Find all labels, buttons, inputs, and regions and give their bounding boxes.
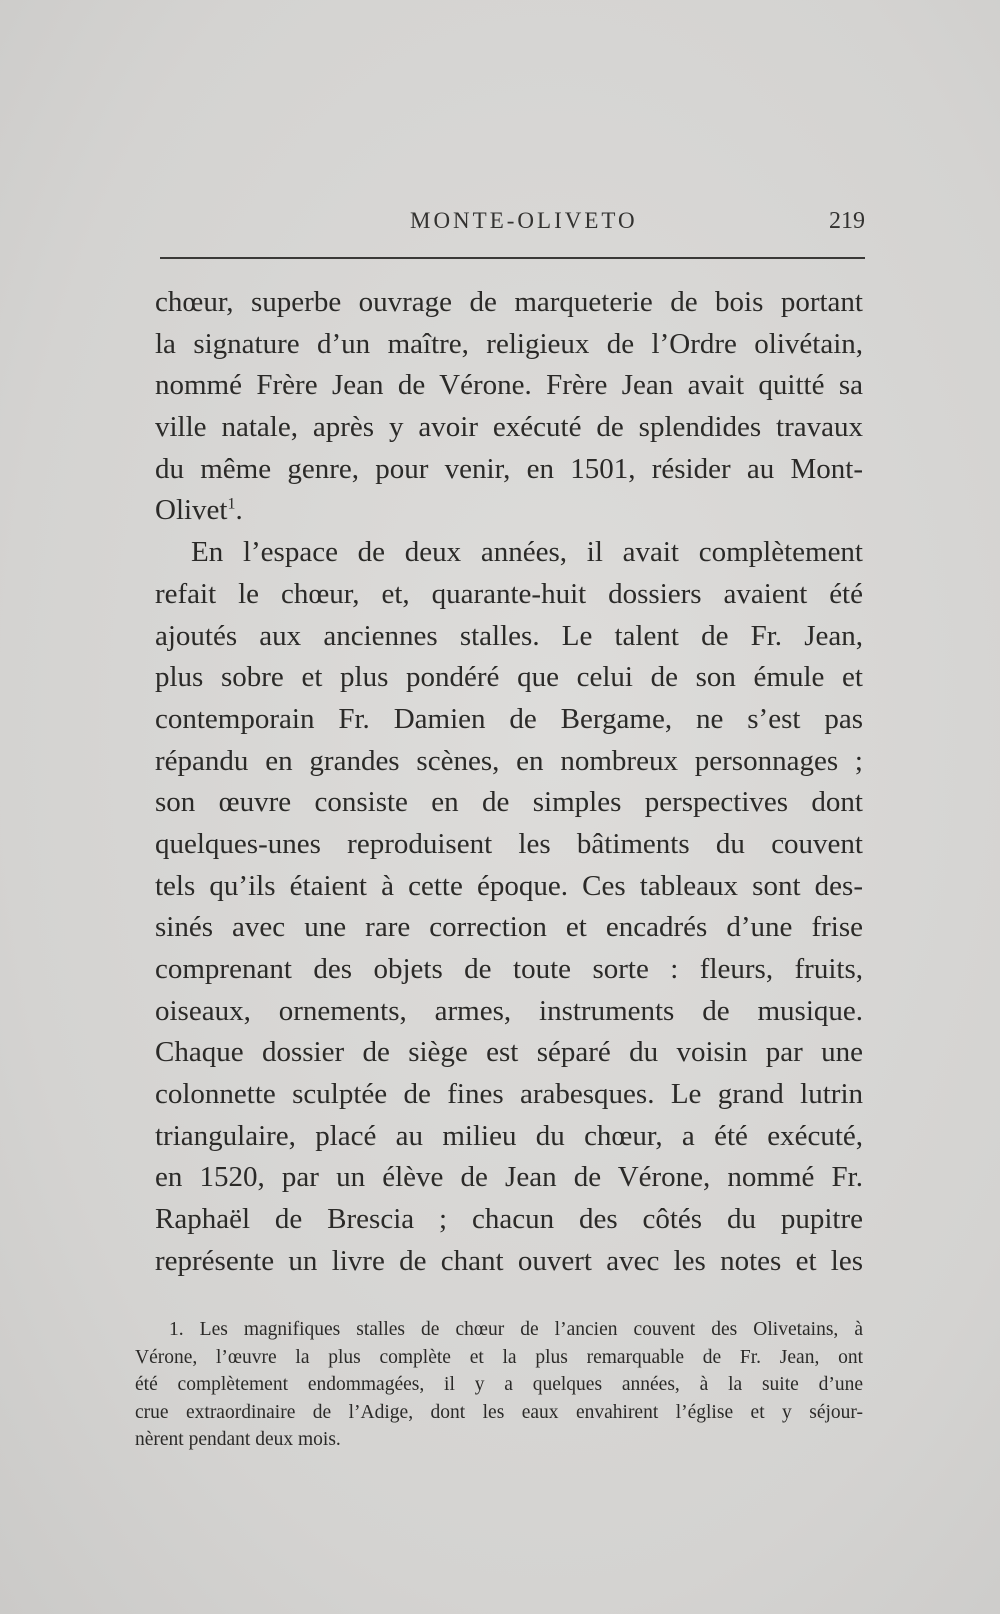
header-rule bbox=[160, 257, 865, 259]
text-line: tels qu’ils étaient à cette époque. Ces tableaux sont des- bbox=[155, 869, 863, 902]
text-line: ville natale, après y avoir exécuté de splendides travaux bbox=[155, 411, 863, 444]
text-line-with-footnote bbox=[155, 490, 863, 532]
footnote-line: été complètement endommagées, il y a quelques années, à la suite d’une bbox=[135, 1374, 863, 1395]
running-head bbox=[160, 208, 865, 248]
footnote-line: Vérone, l’œuvre la plus complète et la plus remarquable de Fr. Jean, ont bbox=[135, 1346, 863, 1368]
text-line: du même genre, pour venir, en 1501, résider au Mont- bbox=[155, 452, 863, 485]
footnote-line: 1. Les magnifiques stalles de chœur de l’ancien couvent des Olivetains, à bbox=[169, 1319, 863, 1340]
text-line-text: Olivet bbox=[155, 494, 228, 527]
footnote-line: crue extraordinaire de l’Adige, dont les eaux envahirent l’église et y séjour- bbox=[135, 1401, 863, 1423]
footnote-line: nèrent pendant deux mois. bbox=[135, 1429, 341, 1450]
text-line: représente un livre de chant ouvert avec les notes et les bbox=[155, 1244, 863, 1277]
text-line: la signature d’un maître, religieux de l’Ordre olivétain, bbox=[155, 327, 863, 360]
page-number: 219 bbox=[829, 208, 865, 234]
body-text bbox=[155, 282, 863, 1283]
text-line-period: . bbox=[235, 494, 243, 527]
text-line: ajoutés aux anciennes stalles. Le talent de Fr. Jean, bbox=[155, 619, 863, 652]
footnote-reference: 1 bbox=[227, 495, 236, 513]
text-line: oiseaux, ornements, armes, instruments de musique. bbox=[155, 994, 863, 1027]
footnote bbox=[135, 1316, 863, 1454]
text-line: Chaque dossier de siège est séparé du voisin par une bbox=[155, 1036, 863, 1069]
text-line: chœur, superbe ouvrage de marqueterie de bois portant bbox=[155, 286, 863, 318]
text-line: comprenant des objets de toute sorte : fleurs, fruits, bbox=[155, 953, 863, 985]
running-title: MONTE-OLIVETO bbox=[410, 208, 638, 233]
text-line: Raphaël de Brescia ; chacun des côtés du pupitre bbox=[155, 1203, 863, 1236]
text-line: refait le chœur, et, quarante-huit dossiers avaient été bbox=[155, 577, 863, 610]
text-line: sinés avec une rare correction et encadrés d’une frise bbox=[155, 911, 863, 944]
text-line: En l’espace de deux années, il avait complètement bbox=[191, 536, 863, 569]
text-line: nommé Frère Jean de Vérone. Frère Jean avait quitté sa bbox=[155, 369, 863, 402]
text-line: plus sobre et plus pondéré que celui de son émule et bbox=[155, 661, 863, 694]
text-line: quelques-unes reproduisent les bâtiments du couvent bbox=[155, 827, 863, 860]
text-line: répandu en grandes scènes, en nombreux personnages ; bbox=[155, 744, 863, 777]
text-line: contemporain Fr. Damien de Bergame, ne s’est pas bbox=[155, 702, 863, 735]
text-line: colonnette sculptée de fines arabesques. Le grand lutrin bbox=[155, 1078, 863, 1111]
text-line: en 1520, par un élève de Jean de Vérone, nommé Fr. bbox=[155, 1161, 863, 1194]
text-line: triangulaire, placé au milieu du chœur, a été exécuté, bbox=[155, 1119, 863, 1152]
text-line: son œuvre consiste en de simples perspectives dont bbox=[155, 786, 863, 819]
